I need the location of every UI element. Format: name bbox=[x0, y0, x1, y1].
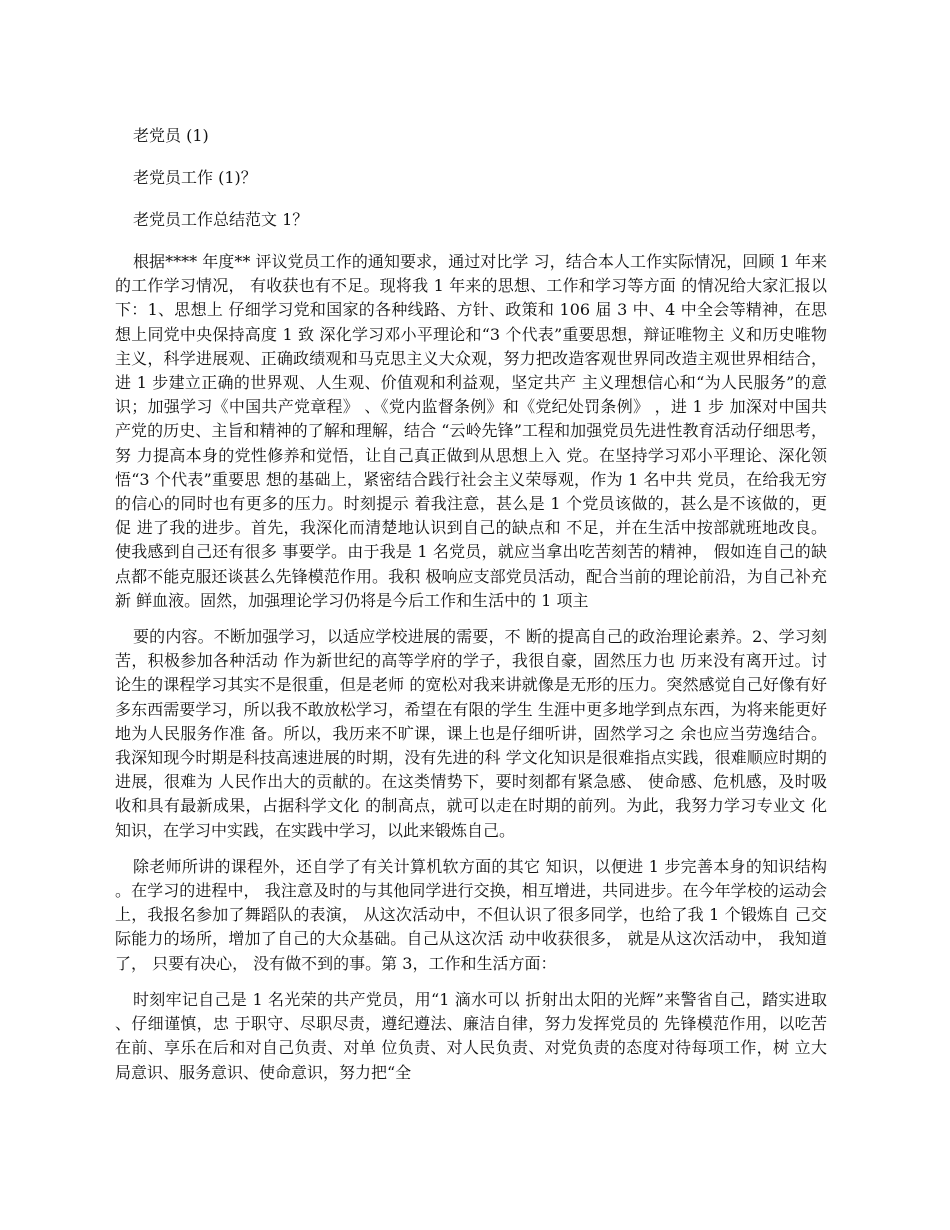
paragraph-2: 要的内容。不断加强学习，以适应学校进展的需要，不 断的提高自己的政治理论素养。2、学习刻苦，积极参加各种活动 作为新世纪的高等学府的学子，我很自豪，固然压力也 历来没有离开过。讨论生的课程学习其实不是很重，但是老师 的宽松对我来讲就像是无形的压力。突然感觉自己好像有好 多东西需要学习，所以我不敢放松学习，希望在有限的学生 生涯中更多地学到点东西，为将来能更好地为人民服务作准 备。所以，我历来不旷课，课上也是仔细听讲，固然学习之 余也应当劳逸结合。我深知现今时期是科技高速进展的时期，没有先进的科 学文化知识是很难指点实践，很难顺应时期的进展，很难为 人民作出大的贡献的。在这类情势下，要时刻都有紧急感、 使命感、危机感，及时吸收和具有最新成果，占据科学文化 的制高点，就可以走在时期的前列。为此，我努力学习专业文 化知识，在学习中实践，在实践中学习，以此来锻炼自己。 bbox=[115, 627, 827, 840]
paragraph-3: 除老师所讲的课程外，还自学了有关计算机软方面的其它 知识，以便进 1 步完善本身的知识结构。在学习的进程中， 我注意及时的与其他同学进行交换，相互增进，共同进步。在今年学校的运动会上，我报名参加了舞蹈队的表演， 从这次活动中，不但认识了很多同学，也给了我 1 个锻炼自 己交际能力的场所，增加了自己的大众基础。自己从这次活 动中收获很多， 就是从这次活动中， 我知道了， 只要有决心， 没有做不到的事。第 3，工作和生活方面： bbox=[115, 856, 827, 973]
heading-3: 老党员工作总结范文 1？ bbox=[133, 210, 309, 229]
paragraph-1: 根据**** 年度** 评议党员工作的通知要求，通过对比学 习，结合本人工作实际情况，回顾 1 年来的工作学习情况， 有收获也有不足。现将我 1 年来的思想、工作和学习等方面 的情况给大家汇报以下：1、思想上 仔细学习党和国家的各种线路、方针、政策和 106 届 3 中、4 中全会等精神，在思想上同党中央保持高度 1 致 深化学习邓小平理论和“3 个代表”重要思想，辩证唯物主 义和历史唯物主义，科学进展观、正确政绩观和马克思主义大众观，努力把改造客观世界同改造主观世界相结合，进 1 步建立正确的世界观、人生观、价值观和利益观，坚定共产 主义理想信心和“为人民服务”的意识；加强学习《中国共产党章程》 、《党内监督条例》和《党纪处罚条例》 ，进 1 步 加深对中国共产党的历史、主旨和精神的了解和理解，结合 “云岭先锋”工程和加强党员先进性教育活动仔细思考，努 力提高本身的党性修养和觉悟，让自己真正做到从思想上入 党。在坚持学习邓小平理论、深化领悟“3 个代表”重要思 想的基础上，紧密结合践行社会主义荣辱观，作为 1 名中共 党员，在给我无穷的信心的同时也有更多的压力。时刻提示 着我注意，甚么是 1 个党员该做的，甚么是不该做的，更促 进了我的进步。首先，我深化而清楚地认识到自己的缺点和 不足，并在生活中按部就班地改良。使我感到自己还有很多 事要学。由于我是 1 名党员，就应当拿出吃苦刻苦的精神， 假如连自己的缺点都不能克服还谈甚么先锋模范作用。我积 极响应支部党员活动，配合当前的理论前沿，为自己补充新 鲜血液。固然，加强理论学习仍将是今后工作和生活中的 1 项主 bbox=[115, 252, 827, 610]
heading-1: 老党员 (1) bbox=[133, 126, 209, 145]
document-body bbox=[115, 124, 827, 1095]
heading-2: 老党员工作 (1)？ bbox=[133, 168, 257, 187]
paragraph-4: 时刻牢记自己是 1 名光荣的共产党员，用“1 滴水可以 折射出太阳的光辉”来警省自己，踏实进取、仔细谨慎，忠 于职守、尽职尽责，遵纪遵法、廉洁自律，努力发挥党员的 先锋模范作用，以吃苦在前、享乐在后和对自己负责、对单 位负责、对人民负责、对党负责的态度对待每项工作，树 立大局意识、服务意识、使命意识，努力把“全 bbox=[115, 989, 827, 1082]
